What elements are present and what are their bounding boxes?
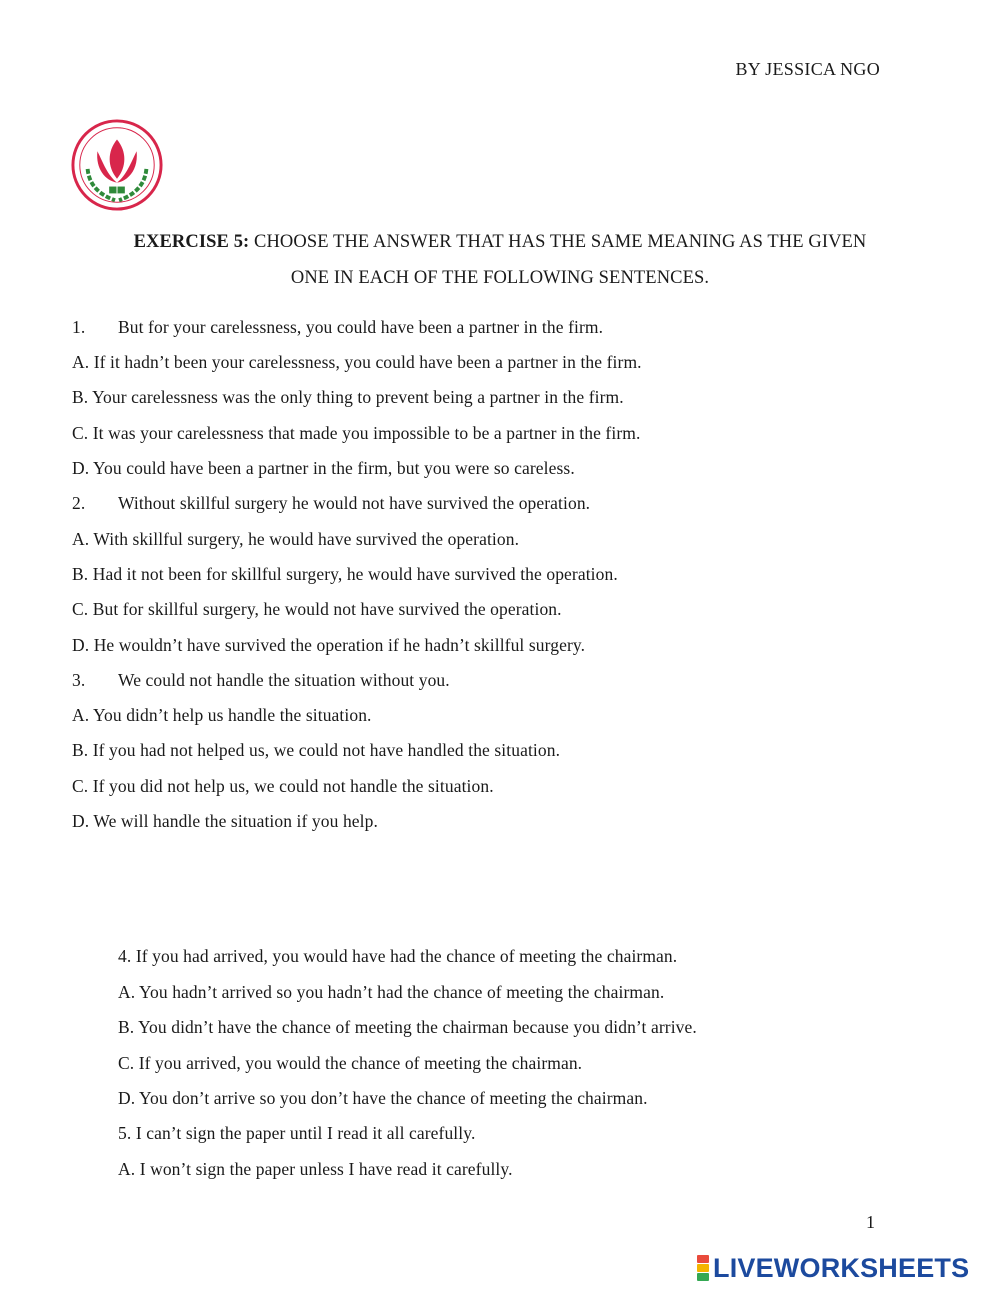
question-2-option-a[interactable]: A. With skillful surgery, he would have survived the operation.	[72, 529, 520, 549]
question-4	[118, 946, 677, 967]
question-2-option-d[interactable]: D. He wouldn’t have survived the operation if he hadn’t skillful surgery.	[72, 635, 586, 655]
question-2-option-b[interactable]: B. Had it not been for skillful surgery, he would have survived the operation.	[72, 564, 618, 584]
school-logo-icon	[68, 118, 166, 212]
question-3-option-c[interactable]: C. If you did not help us, we could not handle the situation.	[72, 776, 494, 796]
question-number: 3.	[72, 670, 86, 690]
liveworksheets-logo-icon	[697, 1255, 709, 1281]
question-4-option-d[interactable]: D. You don’t arrive so you don’t have the chance of meeting the chairman.	[118, 1088, 648, 1108]
question-3-option-a[interactable]: A. You didn’t help us handle the situation.	[72, 705, 372, 725]
question-1-option-a[interactable]: A. If it hadn’t been your carelessness, you could have been a partner in the firm.	[72, 352, 642, 372]
question-1-option-d[interactable]: D. You could have been a partner in the firm, but you were so careless.	[72, 458, 575, 478]
question-2	[72, 493, 590, 514]
question-number: 4.	[118, 946, 132, 966]
question-3-option-d[interactable]: D. We will handle the situation if you help.	[72, 811, 378, 831]
exercise-label: EXERCISE 5:	[133, 232, 250, 252]
question-number: 2.	[72, 493, 86, 513]
question-prompt: If you had arrived, you would have had the chance of meeting the chairman.	[135, 946, 678, 966]
question-5-option-a[interactable]: A. I won’t sign the paper unless I have read it carefully.	[118, 1159, 513, 1179]
question-number: 5.	[118, 1123, 132, 1143]
exercise-title-line-1	[0, 232, 1000, 253]
question-5	[118, 1123, 475, 1144]
question-number: 1.	[72, 317, 86, 337]
question-4-option-a[interactable]: A. You hadn’t arrived so you hadn’t had the chance of meeting the chairman.	[118, 982, 665, 1002]
liveworksheets-brand[interactable]	[697, 1254, 969, 1282]
question-prompt: But for your carelessness, you could have been a partner in the firm.	[118, 317, 604, 337]
exercise-instruction-part-1: CHOOSE THE ANSWER THAT HAS THE SAME MEANING AS THE GIVEN	[249, 232, 867, 252]
page-number: 1	[866, 1212, 875, 1232]
question-3-option-b[interactable]: B. If you had not helped us, we could not have handled the situation.	[72, 740, 561, 760]
question-prompt: I can’t sign the paper until I read it all carefully.	[135, 1123, 476, 1143]
question-prompt: Without skillful surgery he would not have survived the operation.	[118, 493, 591, 513]
question-4-option-c[interactable]: C. If you arrived, you would the chance of meeting the chairman.	[118, 1053, 583, 1073]
question-prompt: We could not handle the situation without you.	[118, 670, 450, 690]
exercise-instruction-part-2: ONE IN EACH OF THE FOLLOWING SENTENCES.	[290, 268, 710, 288]
brand-name: LIVEWORKSHEETS	[713, 1252, 970, 1283]
question-1-option-c[interactable]: C. It was your carelessness that made you impossible to be a partner in the firm.	[72, 423, 641, 443]
question-1	[72, 317, 603, 338]
question-2-option-c[interactable]: C. But for skillful surgery, he would not have survived the operation.	[72, 599, 562, 619]
question-4-option-b[interactable]: B. You didn’t have the chance of meeting the chairman because you didn’t arrive.	[118, 1017, 697, 1037]
author-credit: BY JESSICA NGO	[735, 59, 880, 79]
question-3	[72, 670, 450, 691]
question-1-option-b[interactable]: B. Your carelessness was the only thing to prevent being a partner in the firm.	[72, 387, 624, 407]
